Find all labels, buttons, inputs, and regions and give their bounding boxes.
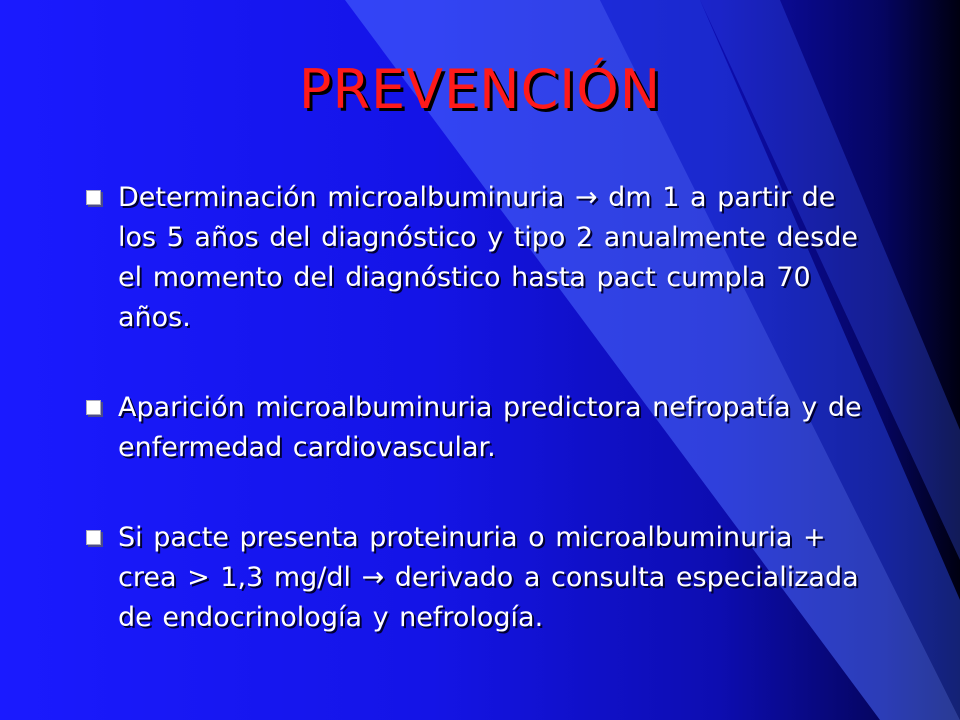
checkbox-bullet-icon bbox=[86, 530, 101, 545]
bullet-list bbox=[82, 178, 872, 688]
bullet-item bbox=[82, 518, 872, 638]
bullet-text: Si pacte presenta proteinuria o microalbuminuria + crea > 1,3 mg/dl → derivado a consulta especializada de endocrinología y nefrología. bbox=[118, 522, 859, 633]
checkbox-bullet-icon bbox=[86, 400, 101, 415]
bullet-text: Aparición microalbuminuria predictora nefropatía y de enfermedad cardiovascular. bbox=[118, 392, 862, 463]
bullet-text: Determinación microalbuminuria → dm 1 a partir de los 5 años del diagnóstico y tipo 2 anualmente desde el momento del diagnóstico hasta pact cumpla 70 años. bbox=[118, 182, 858, 333]
checkbox-bullet-icon bbox=[86, 190, 101, 205]
bullet-item bbox=[82, 178, 872, 338]
slide-title: PREVENCIÓN bbox=[298, 58, 662, 121]
bullet-item bbox=[82, 388, 872, 468]
